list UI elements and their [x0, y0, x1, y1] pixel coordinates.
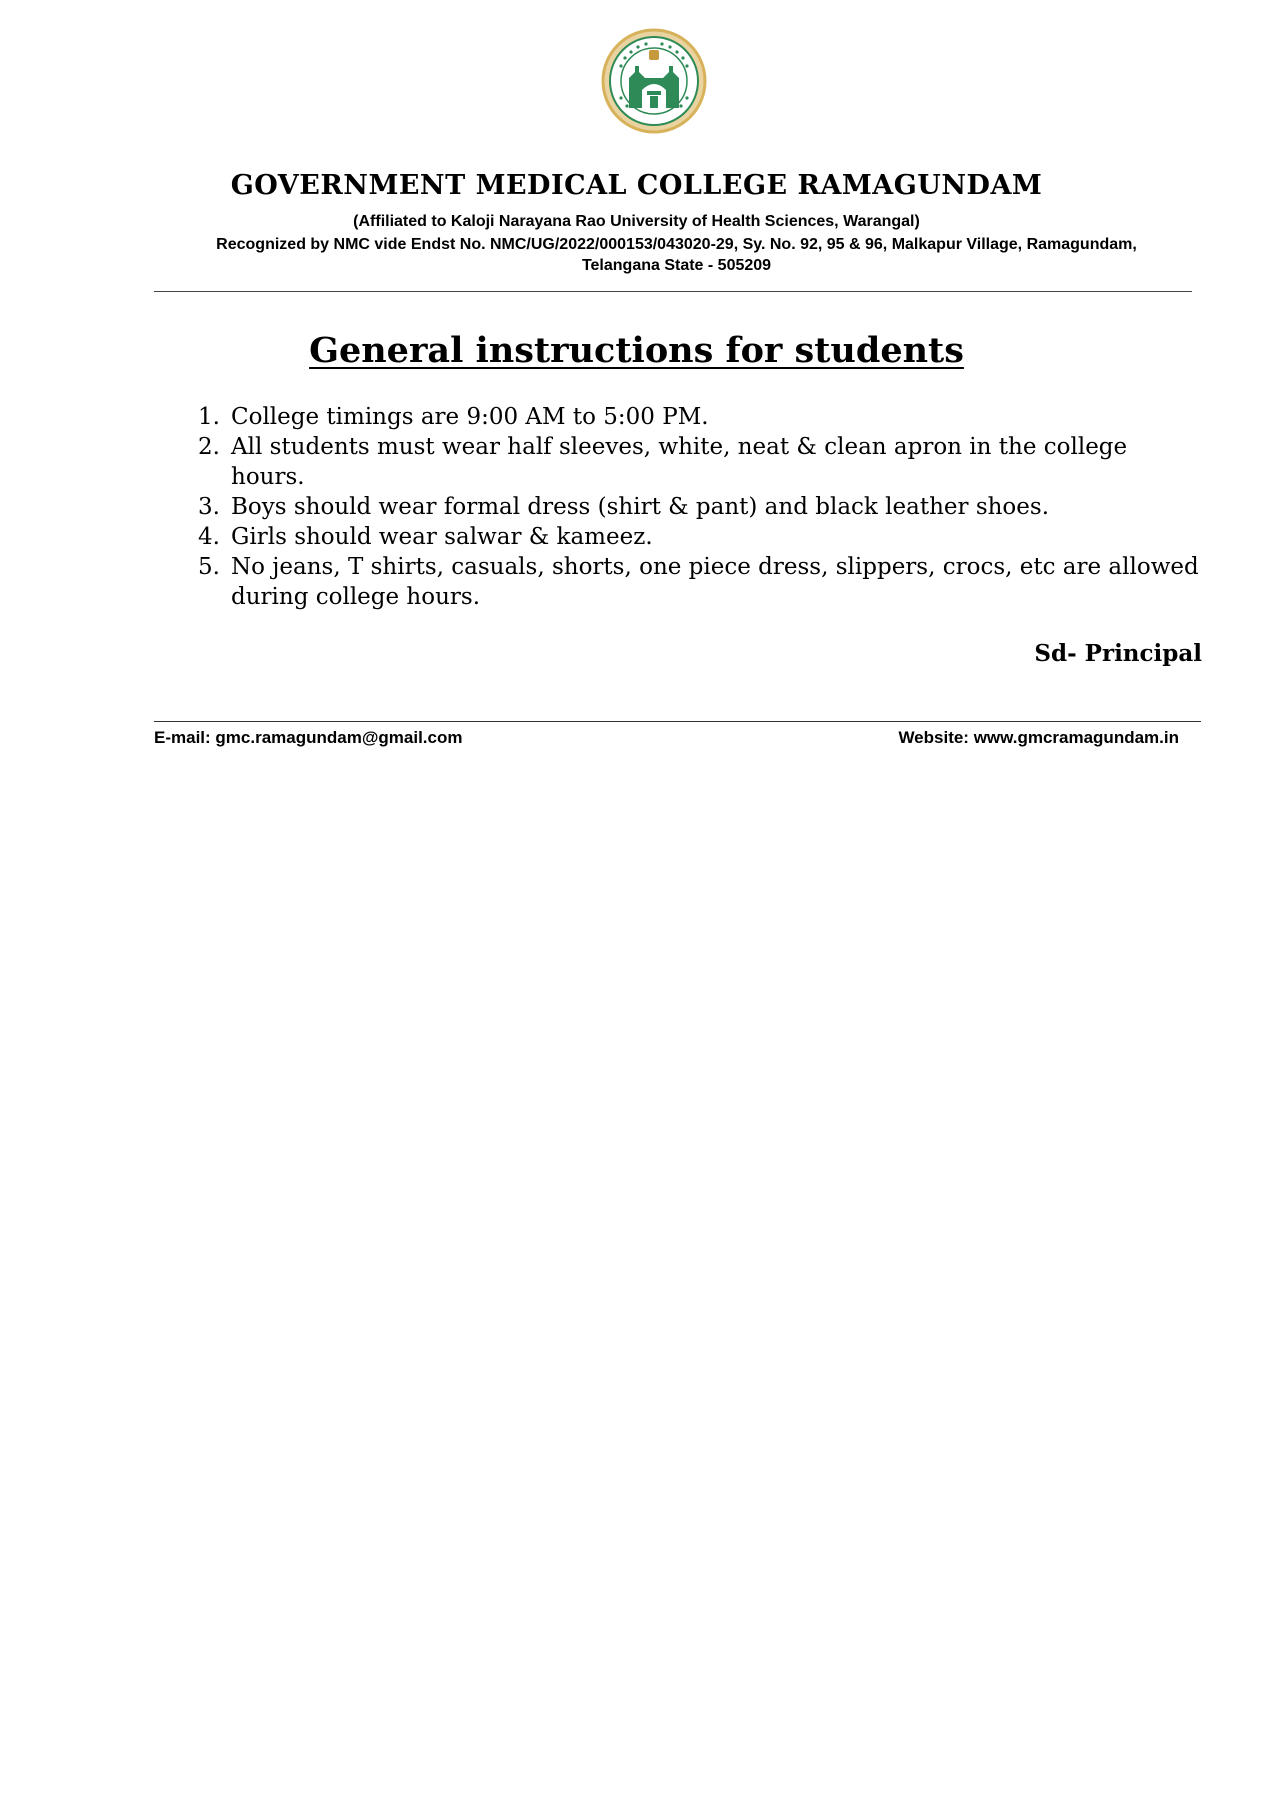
footer-divider [154, 721, 1201, 722]
item-text: Boys should wear formal dress (shirt & pant) and black leather shoes. [231, 494, 1050, 520]
item-number: 1. [198, 404, 220, 430]
recognition-block [140, 234, 1213, 276]
item-text: Girls should wear salwar & kameez. [231, 524, 653, 550]
item-number: 3. [198, 494, 220, 520]
address-line: Telangana State - 505209 [581, 257, 772, 274]
item-text: No jeans, T shirts, casuals, shorts, one piece dress, slippers, crocs, etc are allowed during college hours. [231, 554, 1199, 610]
college-name: GOVERNMENT MEDICAL COLLEGE RAMAGUNDAM [230, 170, 1043, 201]
footer-website: Website: www.gmcramagundam.in [898, 728, 1179, 747]
recognition-line: Recognized by NMC vide Endst No. NMC/UG/2022/000153/043020-29, Sy. No. 92, 95 & 96, Malkapur Village, Ramagundam, [216, 236, 1137, 253]
list-item [190, 552, 1200, 612]
item-number: 4. [198, 524, 220, 550]
telangana-emblem-icon [595, 28, 713, 134]
item-number: 5. [198, 554, 220, 580]
header-divider [154, 291, 1192, 292]
footer-email: E-mail: gmc.ramagundam@gmail.com [154, 728, 463, 747]
item-text: All students must wear half sleeves, white, neat & clean apron in the college hours. [231, 434, 1128, 490]
item-number: 2. [198, 434, 220, 460]
list-item [190, 402, 1200, 432]
signature: Sd- Principal [1034, 640, 1202, 667]
affiliation-line: (Affiliated to Kaloji Narayana Rao University of Health Sciences, Warangal) [353, 213, 920, 230]
list-item [190, 492, 1200, 522]
list-item [190, 432, 1200, 492]
instruction-list [190, 402, 1200, 612]
notice-heading: General instructions for students [309, 330, 964, 371]
item-text: College timings are 9:00 AM to 5:00 PM. [231, 404, 709, 430]
list-item [190, 522, 1200, 552]
